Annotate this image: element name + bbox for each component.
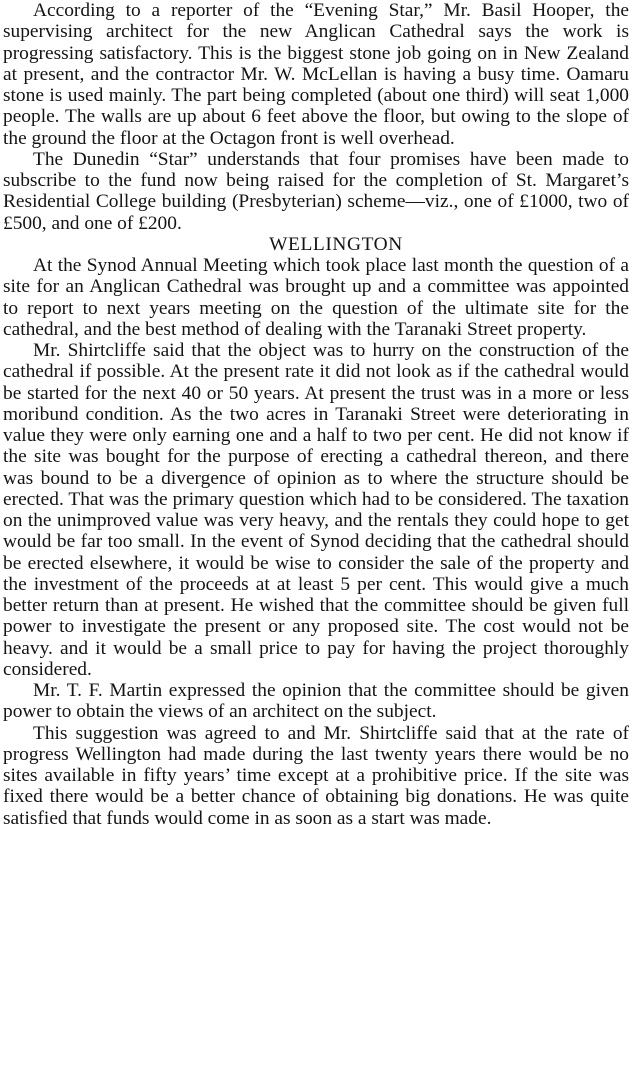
paragraph-martin-opinion: Mr. T. F. Martin expressed the opinion that the committee should be given power to obtain the views of an architect on the subject. — [3, 680, 629, 723]
paragraph-suggestion-agreed: This suggestion was agreed to and Mr. Shirtcliffe said that at the rate of progress Wellington had made during the last twenty years there would be no sites available in fifty years’ time except at a prohibitive price. If the site was fixed there would be a better chance of obtaining big donations. He was quite satisfied that funds would come in as soon as a start was made. — [3, 722, 629, 829]
paragraph-shirtcliffe-remarks: Mr. Shirtcliffe said that the object was to hurry on the construction of the cathedral if possible. At the present rate it did not look as if the cathedral would be started for the next 40 or 50 years. At present the trust was in a more or less moribund condition. As the two acres in Taranaki Street were deteriorating in value they were only earning one and a half to two per cent. He did not know if the site was bought for the purpose of erecting a cathedral thereon, and there was bound to be a divergence of opinion as to where the structure should be erected. That was the primary question which had to be considered. The taxation on the unimproved value was very heavy, and the rentals they could hope to get would be far too small. In the event of Synod deciding that the cathedral should be erected elsewhere, it would be wise to consider the sale of the property and the investment of the proceeds at at least 5 per cent. This would give a much better return than at present. He wished that the committee should be given full power to investigate the present or any proposed site. The cost would not be heavy. and it would be a small price to pay for having the project thoroughly considered. — [3, 340, 629, 680]
paragraph-st-margarets-fund: The Dunedin “Star” understands that four promises have been made to subscribe to the fund now being raised for the completion of St. Margaret’s Residential College building (Presbyterian) scheme—viz., one of £1000, two of £500, and one of £200. — [3, 148, 629, 234]
paragraph-cathedral-progress: According to a reporter of the “Evening Star,” Mr. Basil Hooper, the supervising architect for the new Anglican Cathedral says the work is progressing satisfactory. This is the biggest stone job going on in New Zealand at present, and the contractor Mr. W. McLellan is having a busy time. Oamaru stone is used mainly. The part being completed (about one third) will seat 1,000 people. The walls are up about 6 feet above the floor, but owing to the slope of the ground the floor at the Octagon front is well overhead. — [3, 0, 629, 149]
paragraph-synod-meeting: At the Synod Annual Meeting which took place last month the question of a site for an Anglican Cathedral was brought up and a committee was appointed to report to next years meeting on the question of the ultimate site for the cathedral, and the best method of dealing with the Taranaki Street property. — [3, 255, 629, 340]
section-heading-wellington: WELLINGTON — [269, 233, 403, 255]
